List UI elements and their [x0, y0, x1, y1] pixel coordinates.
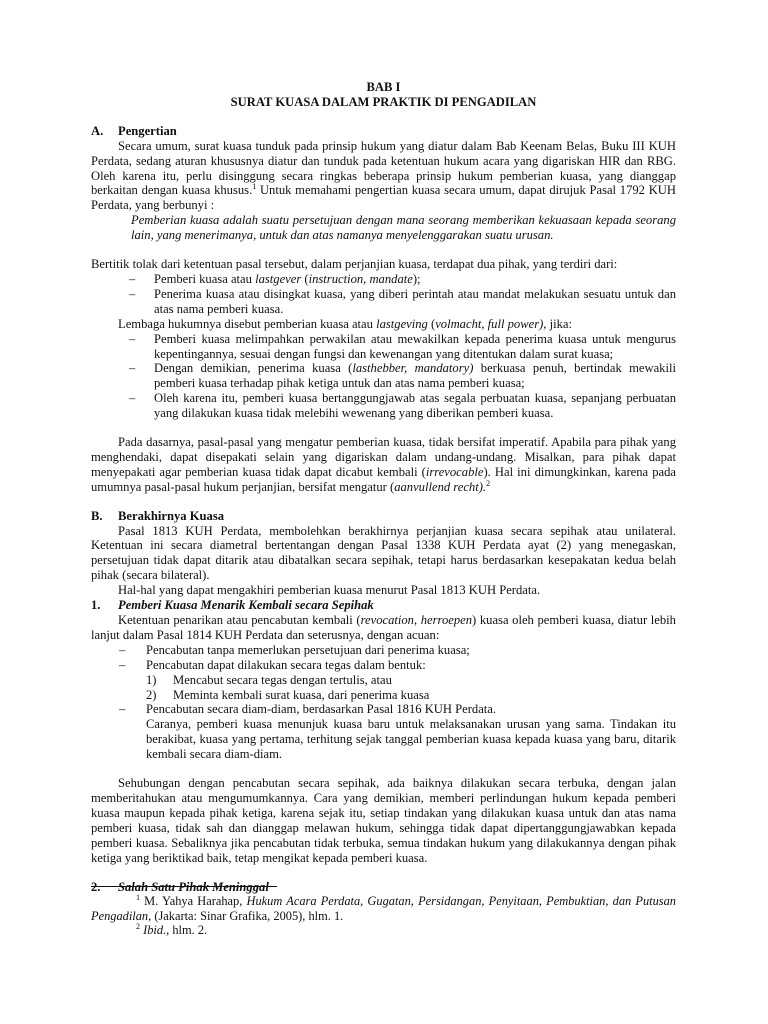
section-a-paragraph-3: Lembaga hukumnya disebut pemberian kuasa atau lastgeving (volmacht, full power), jika: [118, 316, 572, 331]
dash-bullet: – [129, 361, 136, 376]
section-a-title: Pengertian [118, 123, 177, 138]
paragraph-text: Untuk memahami pengertian kuasa secara umum, dapat dirujuk Pasal 1792 KUH Perdata, yang berbunyi : [91, 183, 676, 213]
list-item: – Oleh karena itu, pemberi kuasa bertanggungjawab atas segala perbuatan kuasa, sepanjang perbuatan yang dilakukan kuasa tidak melebihi wewenang yang diberikan pemberi kuasa. [91, 391, 676, 421]
sub-list-item: 2) Meminta kembali surat kuasa, dari penerima kuasa [146, 687, 430, 702]
section-a-heading [91, 124, 676, 139]
subsection-2-number: 2. [91, 879, 101, 894]
section-b-heading [91, 509, 676, 524]
list-item-explanation: Caranya, pemberi kuasa menunjuk kuasa baru untuk melaksanakan urusan yang sama. Tindakan itu berakibat, kuasa yang pertama, terhitung sejak tanggal pemberian kuasa kepada kuasa yang baru, ditarik kembali secara diam-diam. [146, 717, 676, 762]
document-body [91, 80, 676, 894]
subsection-2-title: Salah Satu Pihak Meninggal [118, 879, 269, 894]
list-item: – Pemberi kuasa atau lastgever (instruction, mandate); [91, 272, 676, 287]
subsection-1-heading [91, 598, 676, 613]
dash-bullet: – [129, 286, 136, 301]
footnote-2: $^2$ Ibid., hlm. 2. [136, 922, 208, 938]
subsection-1-title: Pemberi Kuasa Menarik Kembali secara Sepihak [118, 598, 374, 613]
section-a-paragraph-4: Pada dasarnya, pasal-pasal yang mengatur pemberian kuasa, tidak bersifat imperatif. Apabila para pihak yang menghendaki, dapat disepakati selain yang digariskan dalam undang-undang. Misalkan, para pihak dapat menyepakati agar pemberian kuasa tidak dapat dicabut kembali (irrevocable). Hal ini dimungkinkan, karena pada umumnya pasal-pasal hukum perjanjian, bersifat mengatur (aanvullend recht).$^2$ [91, 435, 676, 494]
list-item: – Penerima kuasa atau disingkat kuasa, yang diberi perintah atau mandat melakukan sesuatu untuk dan atas nama pemberi kuasa. [91, 287, 676, 317]
dash-bullet: – [129, 331, 136, 346]
section-b-paragraph-3: Sehubungan dengan pencabutan secara sepihak, ada baiknya dilakukan secara terbuka, dengan jalan memberitahukan atau mengumumkannya. Cara yang demikian, memberi perlindungan hukum kepada pemberi kuasa maupun kepada pihak ketiga, karena sejak itu, setiap tindakan yang dilakukan kuasa untuk dan atas nama pemberi kuasa, tidak sah dan dianggap melawan hukum, sehingga tidak dapat dipertanggungjawabkan kepada pemberi kuasa. Sebaliknya jika pencabutan tidak terbuka, semua tindakan hukum yang dilakukannya dengan pihak ketiga yang beriktikad baik, tetap mengikat kepada pemberi kuasa. [91, 776, 676, 865]
footnote-ref-2: 2 [486, 478, 491, 488]
section-b-title: Berakhirnya Kuasa [118, 508, 225, 523]
dash-bullet: – [119, 702, 126, 717]
paragraph-text: Secara umum, surat kuasa tunduk pada prinsip hukum yang diatur dalam Bab Keenam Belas, Buku III KUH Perdata, sedang aturan khususnya diatur dan tunduk pada ketentuan hukum acara yang digariskan HIR dan RBG. Oleh karena itu, perlu disinggung secara ringkas beberapa prinsip hukum pemberian kuasa, yang dianggap berkaitan dengan kuasa khusus. [91, 138, 676, 198]
list-item: – Pencabutan tanpa memerlukan persetujuan dari penerima kuasa; [91, 643, 676, 658]
chapter-title: SURAT KUASA DALAM PRAKTIK DI PENGADILAN [230, 94, 537, 109]
footnote-separator [91, 886, 277, 887]
sub-list-item: 1) Mencabut secara tegas dengan tertulis, atau [146, 672, 392, 687]
list-item: – Pencabutan dapat dilakukan secara tegas dalam bentuk: [91, 658, 676, 673]
footnote-1: $^1$ M. Yahya Harahap, Hukum Acara Perdata, Gugatan, Persidangan, Penyitaan, Pembuktian, dan Putusan Pengadilan, (Jakarta: Sinar Grafika, 2005), hlm. 1. [91, 892, 676, 923]
section-b-paragraph-1: Pasal 1813 KUH Perdata, membolehkan berakhirnya perjanjian kuasa secara sepihak atau unilateral. Ketentuan ini secara diametral bertentangan dengan Pasal 1338 KUH Perdata ayat (2) yang menegaskan, persetujuan tidak dapat ditarik atau dibatalkan secara sepihak, tetapi harus berdasarkan kesepakatan kedua belah pihak (secara bilateral). [91, 523, 676, 583]
list-item: – Pemberi kuasa melimpahkan perwakilan atau mewakilkan kepada penerima kuasa untuk mengurus kepentingannya, sesuai dengan fungsi dan kewenangan yang ditentukan dalam surat kuasa; [91, 332, 676, 362]
subsection-1-paragraph: Ketentuan penarikan atau pencabutan kembali (revocation, herroepen) kuasa oleh pemberi kuasa, diatur lebih lanjut dalam Pasal 1814 KUH Perdata dan seterusnya, dengan acuan: [91, 613, 676, 642]
dash-bullet: – [119, 657, 126, 672]
footnotes [91, 894, 676, 938]
legal-quote: Pemberian kuasa adalah suatu persetujuan dengan mana seorang memberikan kekuasaan kepada seorang lain, yang menerimanya, untuk dan atas namanya menyelenggarakan suatu urusan. [131, 213, 676, 243]
list-item: – Pencabutan secara diam-diam, berdasarkan Pasal 1816 KUH Perdata. [91, 702, 676, 717]
section-a-paragraph-1 [91, 139, 676, 214]
dash-bullet: – [129, 391, 136, 406]
dash-bullet: – [119, 642, 126, 657]
chapter-number: BAB I [366, 80, 401, 94]
section-b-paragraph-2: Hal-hal yang dapat mengakhiri pemberian kuasa menurut Pasal 1813 KUH Perdata. [118, 583, 541, 598]
subsection-1-number: 1. [91, 598, 101, 613]
dash-bullet: – [129, 271, 136, 286]
section-a-paragraph-2: Bertitik tolak dari ketentuan pasal tersebut, dalam perjanjian kuasa, terdapat dua pihak, yang terdiri dari: [91, 257, 618, 272]
section-b-number: B. [91, 508, 103, 523]
footnote-ref-1: 1 [252, 182, 257, 192]
list-item: – Dengan demikian, penerima kuasa (lasthebber, mandatory) berkuasa penuh, bertindak mewakili pemberi kuasa terhadap pihak ketiga untuk dan atas nama pemberi kuasa; [91, 361, 676, 391]
section-a-number: A. [91, 123, 104, 138]
